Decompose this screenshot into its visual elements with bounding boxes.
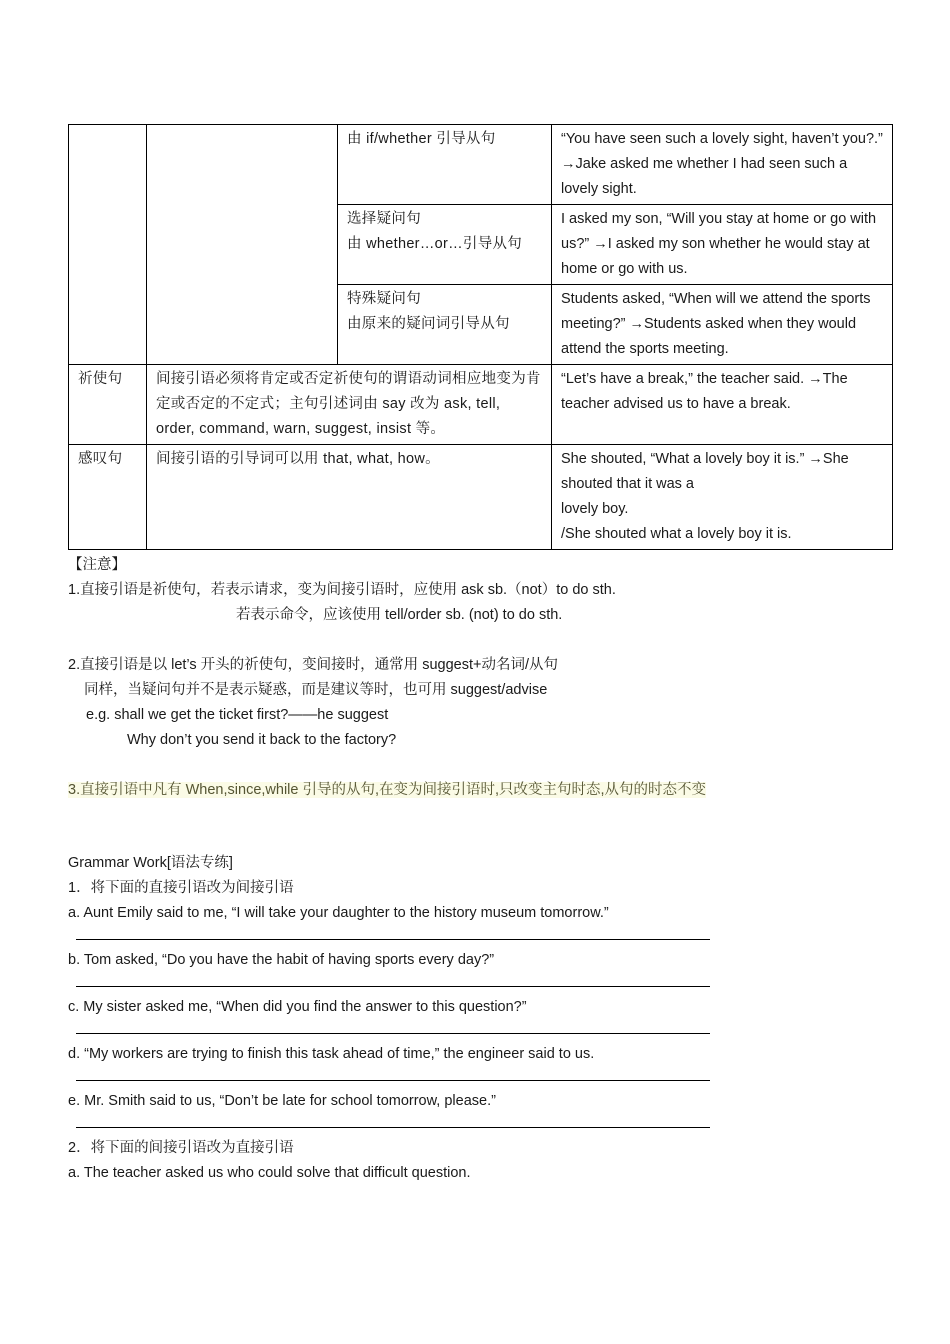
subtype-cell: 由 if/whether 引导从句	[338, 125, 552, 205]
question-d: d. “My workers are trying to finish this task ahead of time,” the engineer said to us.	[68, 1046, 595, 1062]
note-1-continued: 若表示命令，应该使用 tell/order sb. (not) to do sth.	[236, 607, 563, 623]
part-2-question-a: a. The teacher asked us who could solve that difficult question.	[68, 1165, 471, 1181]
note-2-example-2: Why don’t you send it back to the factory?	[127, 732, 397, 748]
answer-line[interactable]	[76, 929, 710, 940]
note-2: 2.直接引语是以 let’s 开头的祈使句，变间接时，通常用 suggest+动名词/从句	[68, 657, 558, 673]
example-cell: “Let’s have a break,” the teacher said. →The teacher advised us to have a break.	[552, 365, 893, 445]
example-cell: I asked my son, “Will you stay at home or go with us?” →I asked my son whether he would stay at home or go with us.	[552, 205, 893, 285]
spacer	[68, 628, 908, 653]
answer-line[interactable]	[76, 1117, 710, 1128]
section-title: Grammar Work[语法专练]	[68, 855, 233, 871]
question-b: b. Tom asked, “Do you have the habit of having sports every day?”	[68, 952, 495, 968]
answer-line[interactable]	[76, 976, 710, 987]
table-row	[69, 445, 893, 550]
table-row	[69, 125, 893, 205]
answer-line[interactable]	[76, 1023, 710, 1034]
note-3-highlighted: 3.直接引语中凡有 When,since,while 引导的从句,在变为间接引语时,只改变主句时态,从句的时态不变	[68, 782, 707, 798]
rule-cell	[147, 125, 338, 365]
note-2-continued: 同样，当疑问句并不是表示疑惑，而是建议等时，也可用 suggest/advise	[84, 682, 548, 698]
table-row	[69, 365, 893, 445]
example-cell: She shouted, “What a lovely boy it is.” →She shouted that it was a lovely boy. /She shouted what a lovely boy it is.	[552, 445, 893, 550]
notes-title: 【注意】	[68, 557, 126, 573]
part-2-heading: 2．将下面的间接引语改为直接引语	[68, 1140, 294, 1156]
note-1: 1.直接引语是祈使句，若表示请求，变为间接引语时，应使用 ask sb.（not）to do sth.	[68, 582, 616, 598]
note-2-example: e.g. shall we get the ticket first?——he suggest	[86, 707, 389, 723]
example-cell: Students asked, “When will we attend the sports meeting?” →Students asked when they would attend the sports meeting.	[552, 285, 893, 365]
part-1-heading: 1．将下面的直接引语改为间接引语	[68, 880, 294, 896]
grammar-work-section	[68, 851, 908, 1186]
question-e: e. Mr. Smith said to us, “Don’t be late for school tomorrow, please.”	[68, 1093, 496, 1109]
question-a: a. Aunt Emily said to me, “I will take your daughter to the history museum tomorrow.”	[68, 905, 609, 921]
question-c: c. My sister asked me, “When did you find the answer to this question?”	[68, 999, 527, 1015]
notes-section	[68, 553, 908, 803]
type-cell	[69, 125, 147, 365]
type-cell: 祈使句	[69, 365, 147, 445]
rule-cell: 间接引语必须将肯定或否定祈使句的谓语动词相应地变为肯定或否定的不定式；主句引述词由 say 改为 ask, tell, order, command, warn, suggest, insist 等。	[147, 365, 552, 445]
subtype-cell: 特殊疑问句 由原来的疑问词引导从句	[338, 285, 552, 365]
rule-cell: 间接引语的引导词可以用 that, what, how。	[147, 445, 552, 550]
answer-line[interactable]	[76, 1070, 710, 1081]
spacer	[68, 753, 908, 778]
type-cell: 感叹句	[69, 445, 147, 550]
example-cell: “You have seen such a lovely sight, haven’t you?.” →Jake asked me whether I had seen such a lovely sight.	[552, 125, 893, 205]
subtype-cell: 选择疑问句 由 whether…or…引导从句	[338, 205, 552, 285]
grammar-table	[68, 124, 893, 550]
